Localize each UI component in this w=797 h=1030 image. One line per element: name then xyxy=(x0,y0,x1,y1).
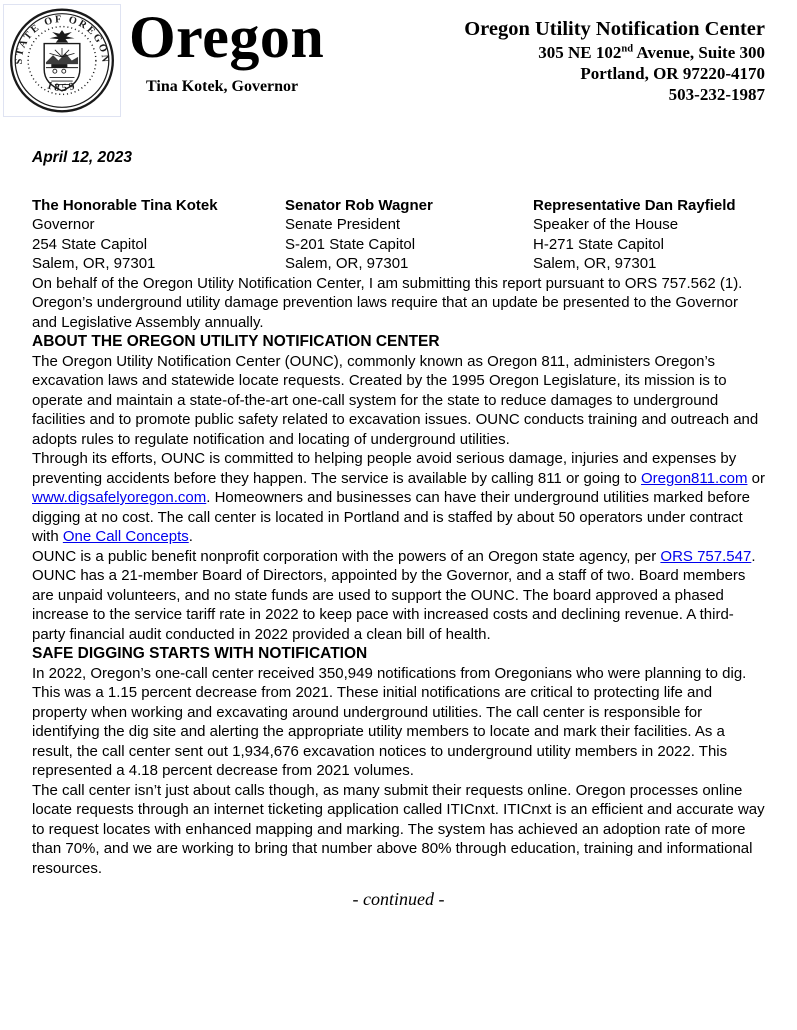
digging-paragraph-2: The call center isn’t just about calls though, as many submit their requests online. Oregon processes online locate requests through an internet ticketing application called ITICnxt. ITICnxt is an efficient and accurate way to request locates with enhanced mapping and marking. The system has achieved an adoption rate of more than 70%, and we are working to bring that number above 80% through education, training and informational resources. xyxy=(32,781,765,877)
paragraph-text: . xyxy=(188,528,193,545)
ors-757-547-link[interactable]: ORS 757.547 xyxy=(660,547,752,565)
digsafelyoregon-link[interactable]: www.digsafelyoregon.com xyxy=(32,489,207,506)
seal-year-text: 1859 xyxy=(45,79,79,95)
recipient-title: Senate President xyxy=(285,216,401,233)
street-ordinal: nd xyxy=(621,43,634,55)
state-name-title: Oregon xyxy=(129,4,325,70)
paragraph-text: . Homeowners and businesses can have their underground utilities marked before digging at no cost. The call center is located in Portland and is staffed by about 50 operators under contract with xyxy=(32,489,750,545)
recipient-title: Governor xyxy=(32,216,95,233)
recipient-senator xyxy=(285,196,533,274)
recipient-name: The Honorable Tina Kotek xyxy=(32,196,218,214)
recipient-name: Senator Rob Wagner xyxy=(285,196,433,214)
street-number: 305 NE 102 xyxy=(538,43,622,62)
recipient-governor xyxy=(32,196,285,274)
recipient-title: Speaker of the House xyxy=(533,216,679,233)
recipient-name: Representative Dan Rayfield xyxy=(533,196,736,214)
about-paragraph-3 xyxy=(32,547,765,645)
paragraph-text: or xyxy=(747,469,765,487)
oregon-state-seal xyxy=(3,4,121,117)
recipient-list xyxy=(32,196,765,274)
letterhead xyxy=(0,0,797,120)
continued-marker: - continued - xyxy=(352,889,445,909)
state-seal-icon xyxy=(6,7,118,114)
seal-ring-text: STATE OF OREGON xyxy=(13,13,111,65)
date-line: April 12, 2023 xyxy=(32,149,132,166)
recipient-city: Salem, OR, 97301 xyxy=(32,255,156,272)
digging-section-heading: SAFE DIGGING STARTS WITH NOTIFICATION xyxy=(32,645,368,662)
recipient-city: Salem, OR, 97301 xyxy=(533,255,657,272)
paragraph-text: OUNC is a public benefit nonprofit corporation with the powers of an Oregon state agency, per xyxy=(32,547,661,565)
recipient-address: H-271 State Capitol xyxy=(533,235,664,253)
letter-content xyxy=(0,148,797,910)
paragraph-text: . OUNC has a 21-member Board of Directors, appointed by the Governor, and a staff of two. Board members are unpaid volunteers, and no state funds are used to support the OUNC. The board approved a phased increase to the service tariff rate in 2022 to keep pace with increased costs and declining revenue. A third-party financial audit conducted in 2022 provided a clean bill of health. xyxy=(32,547,756,643)
about-paragraph-2 xyxy=(32,449,765,547)
org-phone: 503-232-1987 xyxy=(668,85,765,104)
org-street-address xyxy=(464,42,765,63)
org-name: Oregon Utility Notification Center xyxy=(464,18,765,40)
governor-line: Tina Kotek, Governor xyxy=(146,78,299,95)
oregon811-link[interactable]: Oregon811.com xyxy=(641,469,748,487)
brand-block xyxy=(129,4,324,96)
recipient-representative xyxy=(533,196,736,274)
recipient-address: 254 State Capitol xyxy=(32,235,148,253)
recipient-city: Salem, OR, 97301 xyxy=(285,255,409,272)
digging-paragraph-1: In 2022, Oregon’s one-call center received 350,949 notifications from Oregonians who were planning to dig. This was a 1.15 percent decrease from 2021. These initial notifications are critical to protecting life and property when working and excavating around underground utilities. The call center is responsible for identifying the dig site and alerting the appropriate utility members to locate and mark their facilities. As a result, the call center sent out 1,934,676 excavation notices to underground utility members in 2022. This represented a 4.18 percent decrease from 2021 volumes. xyxy=(32,664,747,779)
paragraph-text: Through its efforts, OUNC is committed to helping people avoid serious damage, injuries and expenses by preventing accidents before they happen. The service is available by calling 811 or going to xyxy=(32,450,737,487)
about-paragraph-1: The Oregon Utility Notification Center (OUNC), commonly known as Oregon 811, administers Oregon’s excavation laws and statewide locate requests. Created by the 1995 Oregon Legislature, its mission is to operate and maintain a state-of-the-art one-call system for the state to reduce damages to underground facilities and to promote public safety related to excavation issues. OUNC conducts training and outreach and adopts rules to regulate notification and locating of underground utilities. xyxy=(32,352,759,448)
recipient-address: S-201 State Capitol xyxy=(285,235,416,253)
street-suffix: Avenue, Suite 300 xyxy=(633,43,765,62)
intro-paragraph: On behalf of the Oregon Utility Notification Center, I am submitting this report pursuant to ORS 757.562 (1). Oregon’s underground utility damage prevention laws require that an update be presented to the Governor and Legislative Assembly annually. xyxy=(32,274,743,331)
org-contact-block xyxy=(464,17,765,105)
org-city-line: Portland, OR 97220-4170 xyxy=(580,64,765,83)
about-section-heading: ABOUT THE OREGON UTILITY NOTIFICATION CENTER xyxy=(32,333,440,350)
one-call-concepts-link[interactable]: One Call Concepts xyxy=(62,528,189,545)
